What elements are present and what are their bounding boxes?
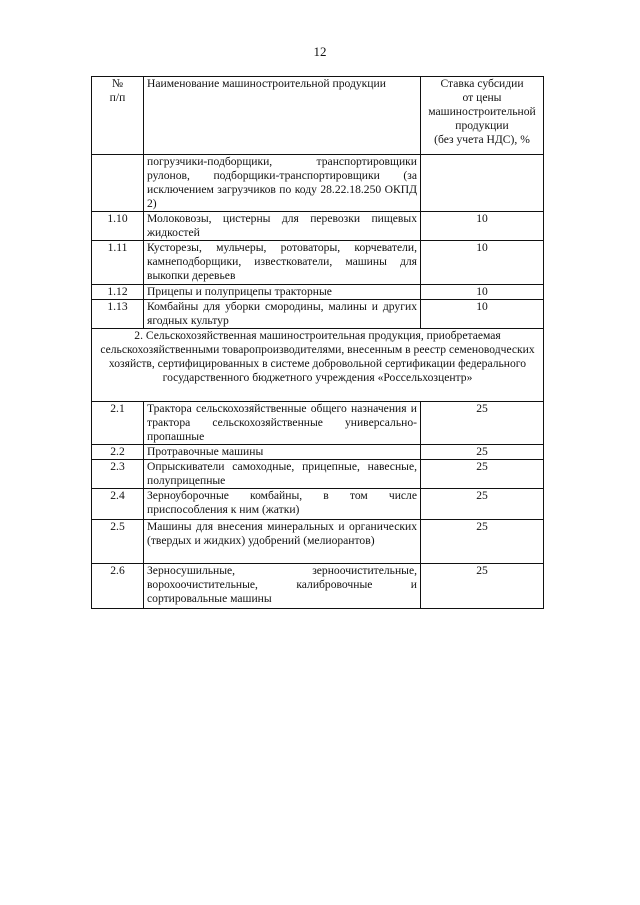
row-name: Прицепы и полуприцепы тракторные [144,285,421,300]
row-rate: 25 [421,445,544,460]
row-rate [421,155,544,212]
row-number: 2.6 [92,564,144,609]
table-row [92,520,544,564]
row-number: 2.3 [92,460,144,489]
table-row [92,460,544,489]
subsidy-table [91,76,544,609]
row-name: Зерноуборочные комбайны, в том числе приспособления к ним (жатки) [144,489,421,520]
header-rate [421,77,544,155]
table-header-row [92,77,544,155]
row-rate: 10 [421,300,544,329]
header-rate-text: Ставка субсидии от цены машиностроительной продукции (без учета НДС), % [428,77,536,146]
row-name: Протравочные машины [144,445,421,460]
row-number: 1.10 [92,212,144,241]
table-row [92,402,544,445]
table-row [92,300,544,329]
table-row [92,489,544,520]
row-number: 2.1 [92,402,144,445]
header-number-text: № п/п [109,77,126,104]
row-name: Опрыскиватели самоходные, прицепные, навесные, полуприцепные [144,460,421,489]
table-row [92,155,544,212]
row-number: 2.2 [92,445,144,460]
table-row [92,285,544,300]
row-rate: 25 [421,402,544,445]
row-name: Молоковозы, цистерны для перевозки пищевых жидкостей [144,212,421,241]
row-name: Трактора сельскохозяйственные общего назначения и трактора сельскохозяйственные универсально-пропашные [144,402,421,445]
row-name: погрузчики-подборщики, транспортировщики рулонов, подборщики-транспортировщики (за исключением загрузчиков по коду 28.22.18.250 ОКПД 2) [144,155,421,212]
table-row [92,564,544,609]
table-row [92,241,544,285]
row-rate: 25 [421,489,544,520]
row-rate: 10 [421,241,544,285]
row-name: Комбайны для уборки смородины, малины и других ягодных культур [144,300,421,329]
row-name: Машины для внесения минеральных и органических (твердых и жидких) удобрений (мелиорантов) [144,520,421,564]
section-heading: 2. Сельскохозяйственная машиностроительная продукция, приобретаемая сельскохозяйственными товаропроизводителями, внесенным в реестр семеноводческих хозяйств, сертифицированных в системе добровольной сертификации федерального государственного бюджетного учреждения «Россельхозцентр» [92,329,544,402]
row-rate: 25 [421,520,544,564]
row-name: Зерносушильные, зерноочистительные, ворохоочистительные, калибровочные и сортировальные машины [144,564,421,609]
page-number: 12 [313,44,327,59]
header-name: Наименование машиностроительной продукции [144,77,421,155]
row-number: 2.4 [92,489,144,520]
table-row [92,212,544,241]
table-row [92,445,544,460]
row-number: 1.13 [92,300,144,329]
row-number: 1.12 [92,285,144,300]
row-number: 2.5 [92,520,144,564]
section-row [92,329,544,402]
row-rate: 10 [421,212,544,241]
row-rate: 10 [421,285,544,300]
row-rate: 25 [421,564,544,609]
row-number: 1.11 [92,241,144,285]
row-number [92,155,144,212]
header-number [92,77,144,155]
row-rate: 25 [421,460,544,489]
row-name: Кусторезы, мульчеры, ротоваторы, корчеватели, камнеподборщики, известкователи, машины для выкопки деревьев [144,241,421,285]
